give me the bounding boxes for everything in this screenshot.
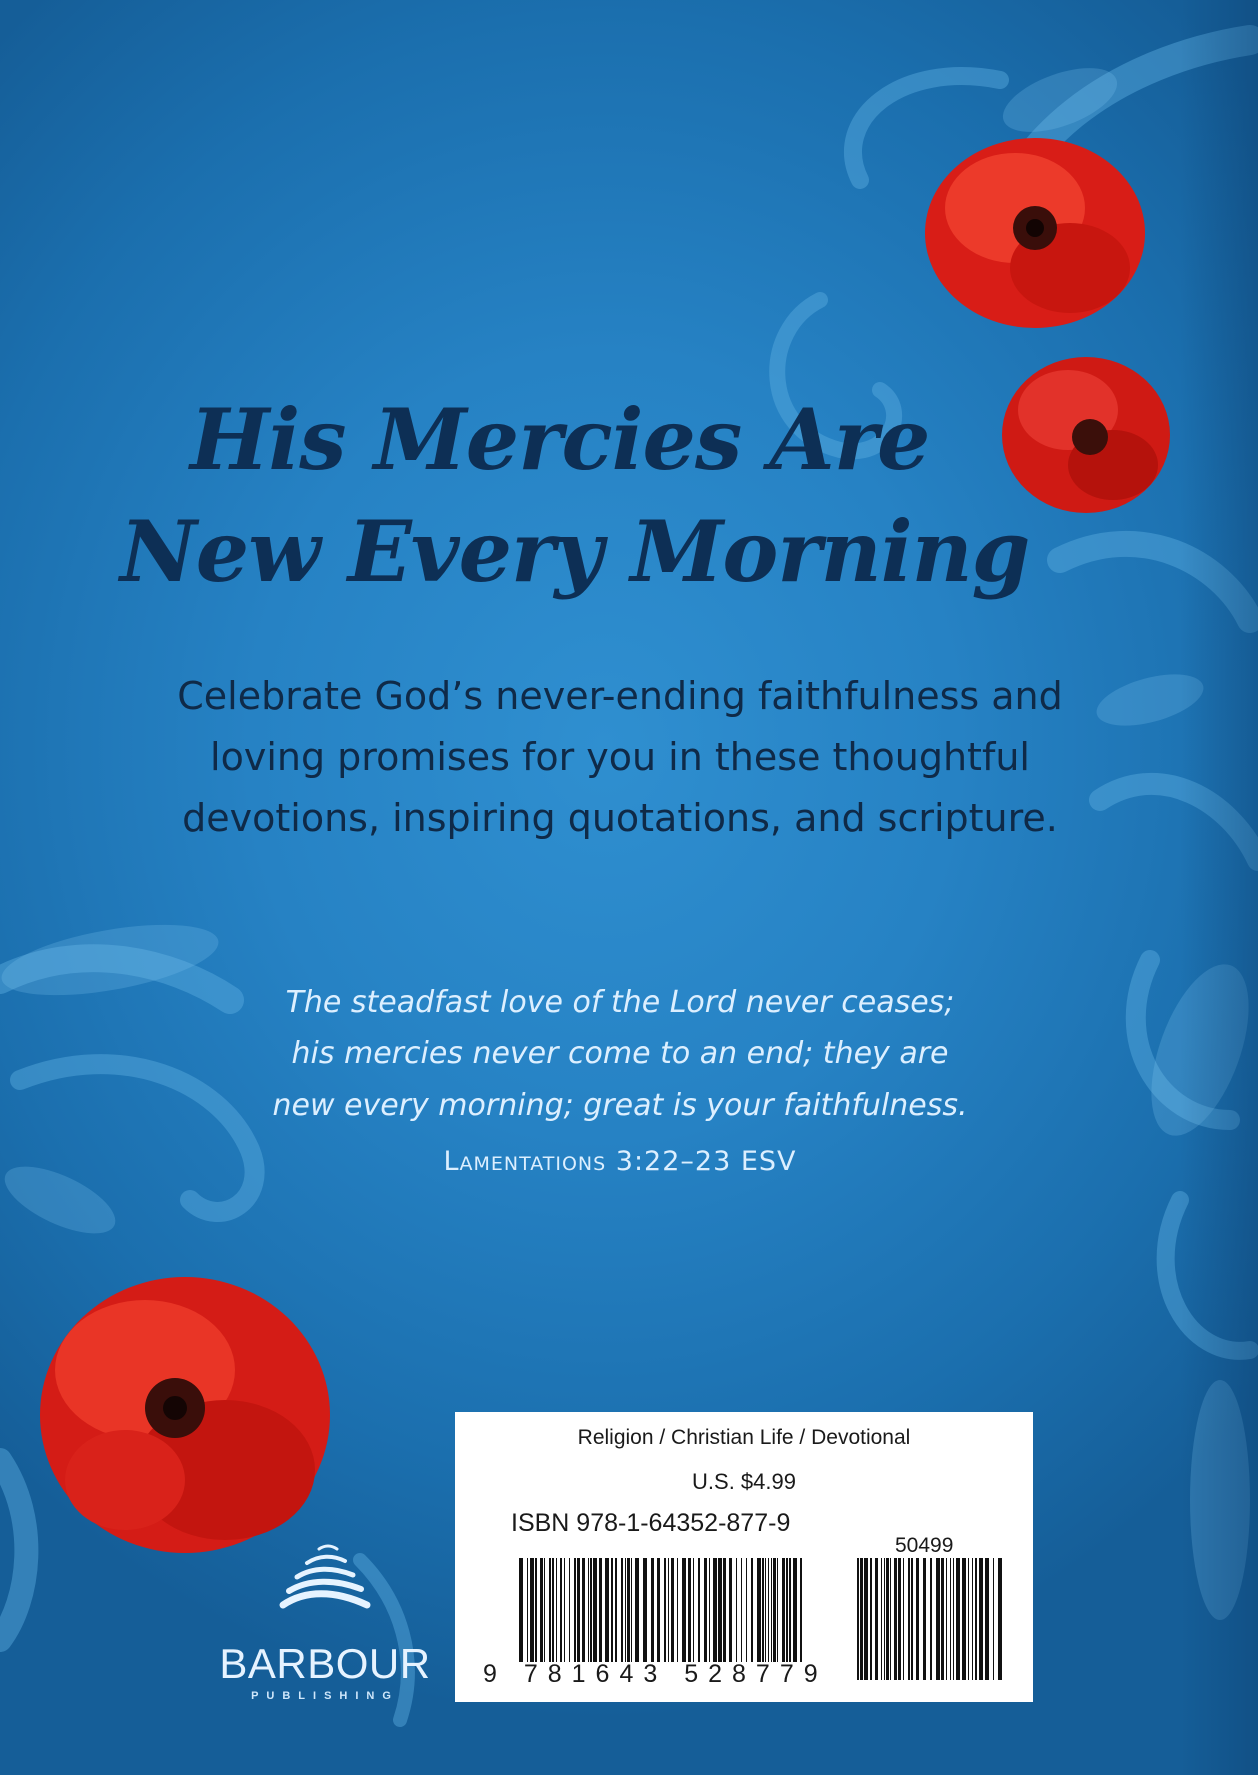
barcode-bar bbox=[556, 1558, 557, 1662]
verse-line-2: his mercies never come to an end; they are bbox=[291, 1036, 949, 1071]
barcode-bar bbox=[582, 1558, 585, 1662]
barcode-bar bbox=[786, 1558, 788, 1662]
barcode-bar bbox=[860, 1558, 863, 1680]
isbn-barcode bbox=[517, 1558, 807, 1662]
barcode-bar bbox=[946, 1558, 947, 1680]
barcode-bar bbox=[736, 1558, 737, 1662]
barcode-bar bbox=[972, 1558, 973, 1680]
barcode-bar bbox=[746, 1558, 747, 1662]
isbn-label: ISBN 978-1-64352-877-9 bbox=[511, 1509, 791, 1537]
barcode-bar bbox=[898, 1558, 901, 1680]
barcode-bar bbox=[713, 1558, 717, 1662]
barcode-bar bbox=[651, 1558, 654, 1662]
red-poppy-flower bbox=[998, 345, 1173, 520]
red-poppy-flower bbox=[35, 1270, 335, 1560]
barcode-bar bbox=[751, 1558, 753, 1662]
barcode-bar bbox=[923, 1558, 926, 1680]
barcode-bar bbox=[800, 1558, 802, 1662]
barcode-bar bbox=[998, 1558, 1002, 1680]
book-price: U.S. $4.99 bbox=[692, 1469, 796, 1494]
barcode-bar bbox=[635, 1558, 639, 1662]
barcode-bar bbox=[657, 1558, 660, 1662]
barcode-bar bbox=[535, 1558, 537, 1662]
barcode-bar bbox=[875, 1558, 878, 1680]
barcode-bar bbox=[718, 1558, 722, 1662]
barcode-bar bbox=[682, 1558, 686, 1662]
barcode-digits: 9 781643 528779 bbox=[483, 1660, 828, 1688]
barcode-bar bbox=[864, 1558, 868, 1680]
barcode-bar bbox=[560, 1558, 562, 1662]
barcode-bar bbox=[979, 1558, 983, 1680]
barcode-bar bbox=[950, 1558, 951, 1680]
barcode-bar bbox=[643, 1558, 647, 1662]
barcode-bar bbox=[936, 1558, 940, 1680]
barcode-bar bbox=[857, 1558, 859, 1680]
barcode-bar bbox=[519, 1558, 523, 1662]
barcode-bar bbox=[777, 1558, 778, 1662]
barcode-bar bbox=[577, 1558, 580, 1662]
barcode-bar bbox=[890, 1558, 891, 1680]
barcode-bar bbox=[985, 1558, 989, 1680]
barcode-bar bbox=[530, 1558, 534, 1662]
book-blurb: Celebrate God’s never-ending faithfulness and loving promises for you in these thoughtful devotions, inspiring quotations, and scripture. bbox=[177, 674, 1063, 840]
barcode-bar bbox=[768, 1558, 769, 1662]
barcode-bar bbox=[588, 1558, 589, 1662]
barcode-bar bbox=[956, 1558, 960, 1680]
barcode-bar bbox=[615, 1558, 617, 1662]
publisher-name: BARBOUR bbox=[219, 1640, 431, 1687]
barcode-bar bbox=[916, 1558, 919, 1680]
barcode-bar bbox=[544, 1558, 545, 1662]
barcode-bar bbox=[549, 1558, 551, 1662]
barcode-bar bbox=[625, 1558, 626, 1662]
open-book-icon bbox=[275, 1535, 375, 1620]
barcode-bar bbox=[903, 1558, 904, 1680]
barcode-bar bbox=[621, 1558, 623, 1662]
barcode-bar bbox=[729, 1558, 732, 1662]
barcode-bar bbox=[941, 1558, 944, 1680]
barcode-bar bbox=[677, 1558, 678, 1662]
book-title-line-2: New Every Morning bbox=[120, 502, 1030, 601]
barcode-bar bbox=[881, 1558, 882, 1680]
barcode-bar bbox=[709, 1558, 710, 1662]
barcode-bar bbox=[757, 1558, 761, 1662]
barcode-bar bbox=[574, 1558, 576, 1662]
barcode-bar bbox=[762, 1558, 764, 1662]
book-title-line-1: His Mercies Are bbox=[190, 390, 930, 489]
barcode-bar bbox=[870, 1558, 872, 1680]
barcode-bar bbox=[968, 1558, 969, 1680]
barcode-bar bbox=[765, 1558, 766, 1662]
barcode-panel bbox=[455, 1412, 1033, 1702]
barcode-bar bbox=[793, 1558, 797, 1662]
publisher-subtitle: PUBLISHING bbox=[251, 1690, 399, 1702]
verse-line-1: The steadfast love of the Lord never ceases; bbox=[285, 985, 955, 1020]
barcode-bar bbox=[741, 1558, 742, 1662]
barcode-bar bbox=[698, 1558, 700, 1662]
barcode-bar bbox=[540, 1558, 543, 1662]
barcode-bar bbox=[593, 1558, 597, 1662]
barcode-bar bbox=[930, 1558, 932, 1680]
verse-line-3: new every morning; great is your faithfulness. bbox=[272, 1088, 968, 1123]
barcode-bar bbox=[631, 1558, 632, 1662]
barcode-bar bbox=[773, 1558, 776, 1662]
barcode-bar bbox=[953, 1558, 954, 1680]
barcode-bar bbox=[782, 1558, 785, 1662]
barcode-bar bbox=[668, 1558, 669, 1662]
barcode-bar bbox=[704, 1558, 707, 1662]
barcode-bar bbox=[664, 1558, 666, 1662]
barcode-bar bbox=[552, 1558, 554, 1662]
barcode-addon-number: 50499 bbox=[895, 1534, 954, 1557]
barcode-bar bbox=[671, 1558, 674, 1662]
barcode-bar bbox=[599, 1558, 602, 1662]
barcode-bar bbox=[975, 1558, 977, 1680]
barcode-bar bbox=[884, 1558, 885, 1680]
red-poppy-flower bbox=[920, 128, 1150, 338]
verse-reference: Lamentations 3:22–23 ESV bbox=[443, 1146, 797, 1177]
barcode-bar bbox=[605, 1558, 609, 1662]
barcode-bar bbox=[908, 1558, 910, 1680]
book-category: Religion / Christian Life / Devotional bbox=[577, 1426, 911, 1449]
barcode-bar bbox=[611, 1558, 613, 1662]
barcode-bar bbox=[590, 1558, 592, 1662]
barcode-bar bbox=[962, 1558, 966, 1680]
barcode-bar bbox=[688, 1558, 691, 1662]
barcode-bar bbox=[693, 1558, 694, 1662]
price-addon-barcode bbox=[855, 1558, 1005, 1680]
barcode-bar bbox=[911, 1558, 913, 1680]
barcode-bar bbox=[527, 1558, 528, 1662]
barcode-bar bbox=[993, 1558, 994, 1680]
barcode-bar bbox=[789, 1558, 791, 1662]
barcode-bar bbox=[894, 1558, 897, 1680]
barcode-bar bbox=[569, 1558, 570, 1662]
barcode-bar bbox=[771, 1558, 772, 1662]
barcode-bar bbox=[564, 1558, 565, 1662]
barcode-bar bbox=[723, 1558, 726, 1662]
barcode-bar bbox=[886, 1558, 889, 1680]
barcode-bar bbox=[627, 1558, 630, 1662]
